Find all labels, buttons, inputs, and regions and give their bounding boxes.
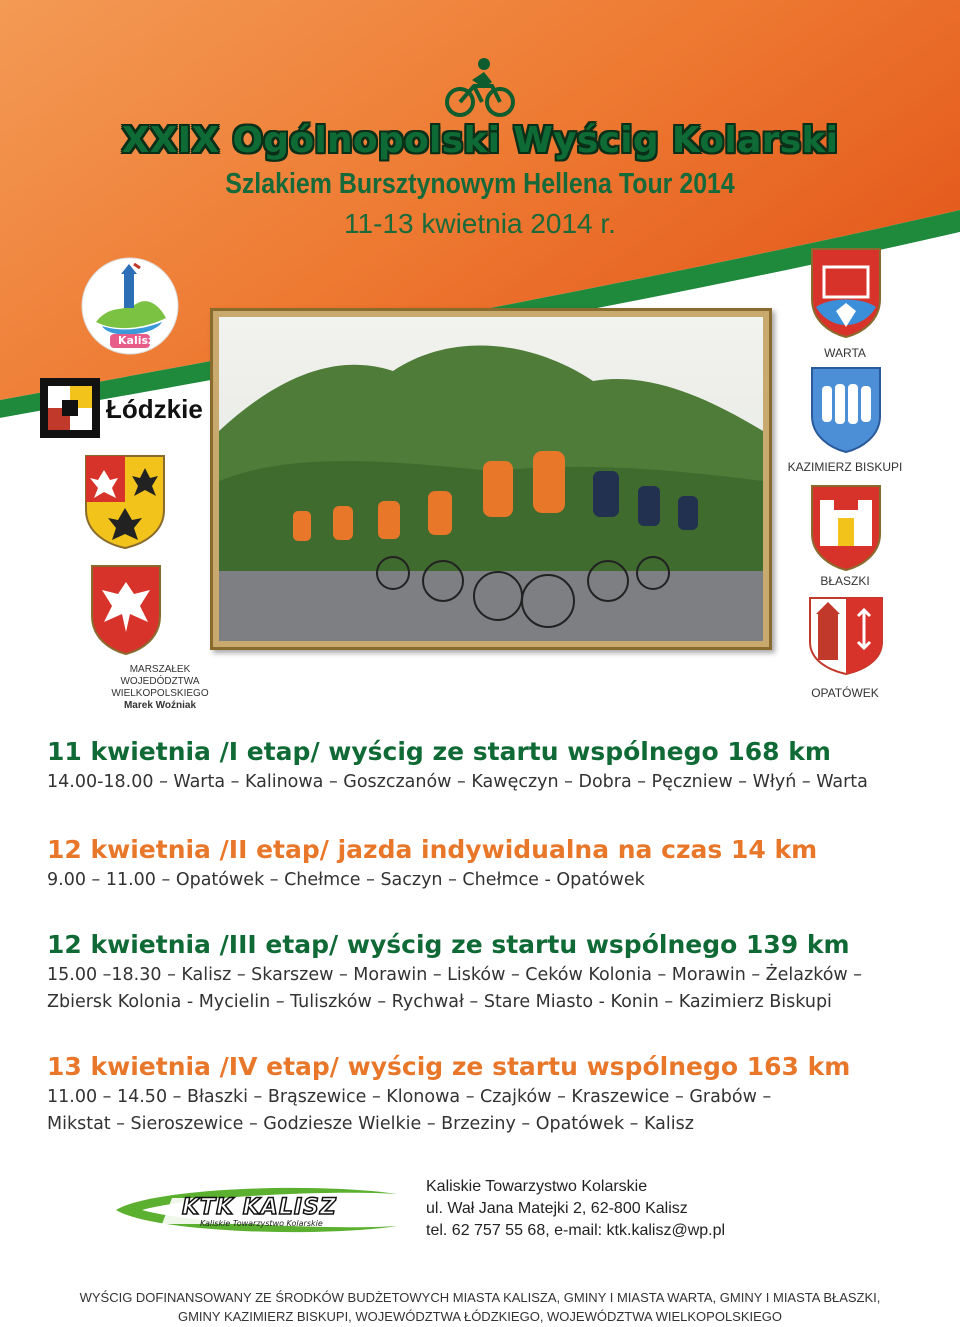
stage-4 — [47, 1052, 850, 1138]
funding-footer-line-2: GMINY KAZIMIERZ BISKUPI, WOJEWÓDZTWA ŁÓDZKIEGO, WOJEWÓDZTWA WIELKOPOLSKIEGO — [177, 1309, 783, 1324]
event-title: XXIX Ogólnopolski Wyścig Kolarski — [121, 120, 839, 161]
wielkopolska-eagle-crest-icon — [90, 564, 162, 656]
blaszki-crest-icon — [810, 484, 882, 572]
event-date: 11-13 kwietnia 2014 r. — [344, 208, 616, 239]
kalisz-logo — [80, 256, 180, 356]
voivodeship-crest-icon — [84, 454, 166, 550]
stage-3-heading: 12 kwietnia /III etap/ wyścig ze startu wspólnego 139 km — [47, 930, 850, 959]
marszalek-title: MARSZAŁEK — [129, 664, 191, 675]
ktk-kalisz-logo — [112, 1184, 402, 1236]
stage-3 — [47, 930, 862, 1016]
crest-label-blaszki: BŁASZKI — [820, 574, 870, 588]
crest-label-opatowek: OPATÓWEK — [811, 686, 879, 700]
stage-3-route-line-1: 15.00 –18.30 – Kalisz – Skarszew – Morawin – Lisków – Ceków Kolonia – Morawin – Żelazków – — [47, 965, 863, 985]
event-subtitle: Szlakiem Bursztynowym Hellena Tour 2014 — [225, 168, 735, 200]
crest-label-kazimierz-biskupi: KAZIMIERZ BISKUPI — [787, 460, 903, 474]
peloton-photo — [210, 308, 772, 650]
organizer-contact: tel. 62 757 55 68, e-mail: ktk.kalisz@wp.pl — [426, 1222, 726, 1239]
crest-label-warta: WARTA — [824, 346, 866, 360]
organizer-info — [426, 1176, 725, 1242]
lodzkie-logo-text: Łódzkie — [106, 394, 203, 424]
marszalek-subtitle: WOJEDÓDZTWA WIELKOPOLSKIEGO — [111, 676, 209, 699]
marszalek-name: Marek Woźniak — [123, 700, 197, 711]
stage-3-route-line-2: Zbiersk Kolonia - Mycielin – Tuliszków – Rychwał – Stare Miasto - Konin – Kazimierz Biskupi — [47, 992, 832, 1012]
stage-2-route: 9.00 – 11.00 – Opatówek – Chełmce – Saczyn – Chełmce - Opatówek — [47, 870, 645, 890]
organizer-address: ul. Wał Jana Matejki 2, 62-800 Kalisz — [426, 1200, 688, 1217]
stage-1-heading: 11 kwietnia /I etap/ wyścig ze startu wspólnego 168 km — [47, 737, 831, 766]
warta-crest-icon — [810, 247, 882, 339]
cyclist-icon — [444, 56, 516, 118]
stage-4-route-line-1: 11.00 – 14.50 – Błaszki – Brąszewice – Klonowa – Czajków – Kraszewice – Grabów – — [47, 1087, 772, 1107]
funding-footer — [0, 1288, 960, 1326]
stage-1-route: 14.00-18.00 – Warta – Kalinowa – Goszczanów – Kawęczyn – Dobra – Pęczniew – Włyń – Warta — [47, 772, 868, 792]
kalisz-logo-text: Kalisz — [118, 334, 155, 347]
stage-2-heading: 12 kwietnia /II etap/ jazda indywidualna na czas 14 km — [47, 835, 818, 864]
ktk-logo-text: KTK KALISZ — [182, 1195, 337, 1220]
lodzkie-logo-icon — [40, 378, 100, 438]
stage-2 — [47, 835, 817, 894]
funding-footer-line-1: WYŚCIG DOFINANSOWANY ZE ŚRODKÓW BUDŻETOWYCH MIASTA KALISZA, GMINY I MIASTA WARTA, GMINY I MIASTA BŁASZKI, — [79, 1290, 881, 1305]
ktk-logo-tagline: Kaliskie Towarzystwo Kolarskie — [200, 1219, 323, 1228]
kazimierz-biskupi-crest-icon — [810, 366, 882, 454]
stage-4-route-line-2: Mikstat – Sieroszewice – Godziesze Wielkie – Brzeziny – Opatówek – Kalisz — [47, 1114, 694, 1134]
stage-4-heading: 13 kwietnia /IV etap/ wyścig ze startu wspólnego 163 km — [47, 1052, 851, 1081]
stage-1 — [47, 737, 868, 796]
organizer-name: Kaliskie Towarzystwo Kolarskie — [426, 1178, 648, 1195]
opatowek-crest-icon — [808, 596, 884, 676]
